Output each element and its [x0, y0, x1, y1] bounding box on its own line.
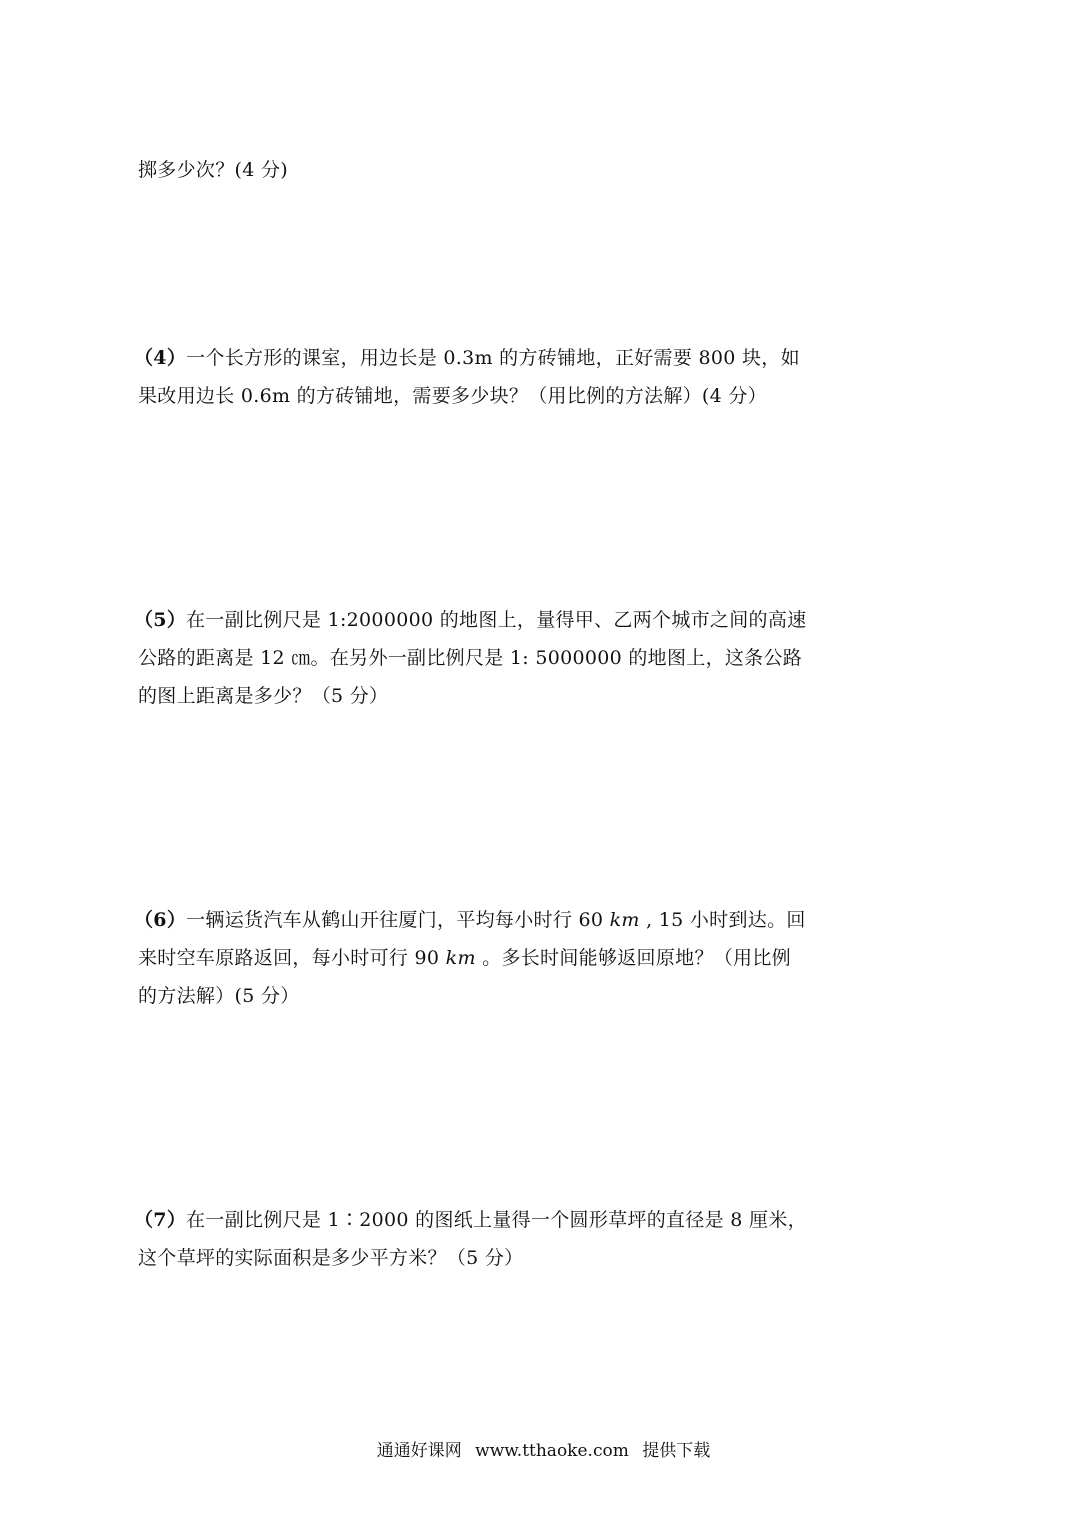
q6-text-2b: 。多长时间能够返回原地？（用比例 — [482, 947, 791, 969]
footer-suffix: 提供下载 — [642, 1441, 711, 1461]
q7-line-2: 这个草坪的实际面积是多少平方米？（5 分） — [138, 1247, 524, 1269]
q6-text-2a: 来时空车原路返回，每小时可行 90 — [138, 947, 440, 969]
q6-line-1 — [134, 908, 806, 932]
q6-unit-1: km — [609, 909, 640, 931]
q5-line-3: 的图上距离是多少？（5 分） — [138, 685, 389, 707]
q7-text-1: 在一副比例尺是 1∶2000 的图纸上量得一个圆形草坪的直径是 8 厘米， — [186, 1209, 807, 1231]
q5-text-1: 在一副比例尺是 1:2000000 的地图上，量得甲、乙两个城市之间的高速 — [186, 609, 807, 631]
q5-number: （5） — [134, 609, 187, 631]
q7-number: （7） — [134, 1209, 187, 1231]
q4-number: （4） — [134, 347, 187, 369]
q4-line-2: 果改用边长 0.6m 的方砖铺地，需要多少块？（用比例的方法解）(4 分） — [138, 385, 767, 407]
q6-unit-2: km — [445, 947, 476, 969]
footer-site-name: 通通好课网 — [376, 1441, 462, 1461]
q7-line-1 — [134, 1208, 807, 1232]
q5-line-1 — [134, 608, 806, 632]
q6-line-3: 的方法解）(5 分） — [138, 985, 300, 1007]
q6-text-1b: , 15 小时到达。回 — [646, 909, 806, 931]
page-footer — [0, 1440, 1087, 1462]
q4-text-1: 一个长方形的课室，用边长是 0.3m 的方砖铺地，正好需要 800 块，如 — [186, 347, 800, 369]
q5-line-2: 公路的距离是 12 ㎝。在另外一副比例尺是 1: 5000000 的地图上，这条公路 — [138, 647, 803, 669]
q6-number: （6） — [134, 909, 187, 931]
q4-line-1 — [134, 346, 800, 370]
footer-url[interactable]: www.tthaoke.com — [475, 1441, 629, 1461]
q6-line-2 — [138, 946, 791, 970]
q3-line-1: 掷多少次？(4 分) — [138, 159, 288, 181]
q6-text-1a: 一辆运货汽车从鹤山开往厦门，平均每小时行 60 — [186, 909, 604, 931]
